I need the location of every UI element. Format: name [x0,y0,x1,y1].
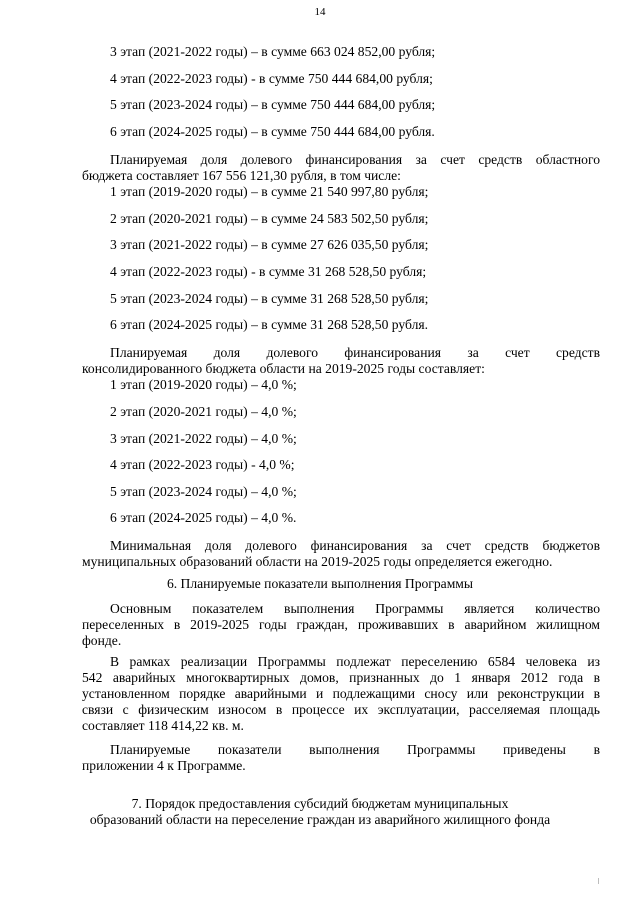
stage-5-total: 5 этап (2023-2024 годы) – в сумме 750 444 684,00 рубля; [110,97,436,112]
section-6-p1-line-1: Основным показателем выполнения Программы является количество [110,601,600,616]
regional-stage-2: 2 этап (2020-2021 годы) – в сумме 24 583 502,50 рубля; [110,211,429,226]
stage-6-total: 6 этап (2024-2025 годы) – в сумме 750 444 684,00 рубля. [110,124,435,139]
stage-4-total: 4 этап (2022-2023 годы) - в сумме 750 444 684,00 рубля; [110,71,433,86]
consolidated-paragraph-line-1: Планируемая доля долевого финансирования за счет средств [110,345,600,360]
regional-stage-4: 4 этап (2022-2023 годы) - в сумме 31 268 528,50 рубля; [110,264,427,279]
consolidated-paragraph-line-2: консолидированного бюджета области на 2019-2025 годы составляет: [82,361,485,376]
section-6-p3-line-2: приложении 4 к Программе. [82,758,246,773]
consolidated-stage-1: 1 этап (2019-2020 годы) – 4,0 %; [110,377,297,392]
consolidated-stage-4: 4 этап (2022-2023 годы) - 4,0 %; [110,457,295,472]
section-6-p2-line-4: связи с физическим износом в процессе их эксплуатации, расселяемая площадь [82,702,600,717]
regional-stage-3: 3 этап (2021-2022 годы) – в сумме 27 626 035,50 рубля; [110,237,429,252]
section-6-p1-line-2: переселенных в 2019-2025 годы граждан, проживавших в аварийном жилищном [82,617,600,632]
section-6-p3-line-1: Планируемые показатели выполнения Программы приведены в [110,742,600,757]
municipal-paragraph-line-1: Минимальная доля долевого финансирования за счет средств бюджетов [110,538,600,553]
section-7-heading-line-1: 7. Порядок предоставления субсидий бюджетам муниципальных [131,796,509,811]
consolidated-stage-5: 5 этап (2023-2024 годы) – 4,0 %; [110,484,297,499]
regional-paragraph-line-2: бюджета составляет 167 556 121,30 рубля, в том числе: [82,168,401,183]
section-6-p1-line-3: фонде. [82,633,122,648]
section-6-p2-line-1: В рамках реализации Программы подлежат переселению 6584 человека из [110,654,600,669]
section-6-p2-line-2: 542 аварийных многоквартирных домов, признанных до 1 января 2012 года в [82,670,600,685]
stage-3-total: 3 этап (2021-2022 годы) – в сумме 663 024 852,00 рубля; [110,44,436,59]
regional-stage-6: 6 этап (2024-2025 годы) – в сумме 31 268 528,50 рубля. [110,317,429,332]
section-6-p2-line-5: составляет 118 414,22 кв. м. [82,718,244,733]
page-number: 14 [314,6,326,18]
municipal-paragraph-line-2: муниципальных образований области на 2019-2025 годы определяется ежегодно. [82,554,553,569]
section-6-p2-line-3: установленном порядке аварийными и подлежащими сносу или реконструкции в [82,686,600,701]
section-6-heading: 6. Планируемые показатели выполнения Программы [166,576,474,591]
consolidated-stage-6: 6 этап (2024-2025 годы) – 4,0 %. [110,510,297,525]
regional-stage-1: 1 этап (2019-2020 годы) – в сумме 21 540 997,80 рубля; [110,184,429,199]
consolidated-stage-3: 3 этап (2021-2022 годы) – 4,0 %; [110,431,297,446]
section-7-heading-line-2: образований области на переселение граждан из аварийного жилищного фонда [89,812,551,827]
scan-mark [598,878,599,884]
consolidated-stage-2: 2 этап (2020-2021 годы) – 4,0 %; [110,404,297,419]
regional-stage-5: 5 этап (2023-2024 годы) – в сумме 31 268 528,50 рубля; [110,291,429,306]
regional-paragraph-line-1: Планируемая доля долевого финансирования за счет средств областного [110,152,600,167]
